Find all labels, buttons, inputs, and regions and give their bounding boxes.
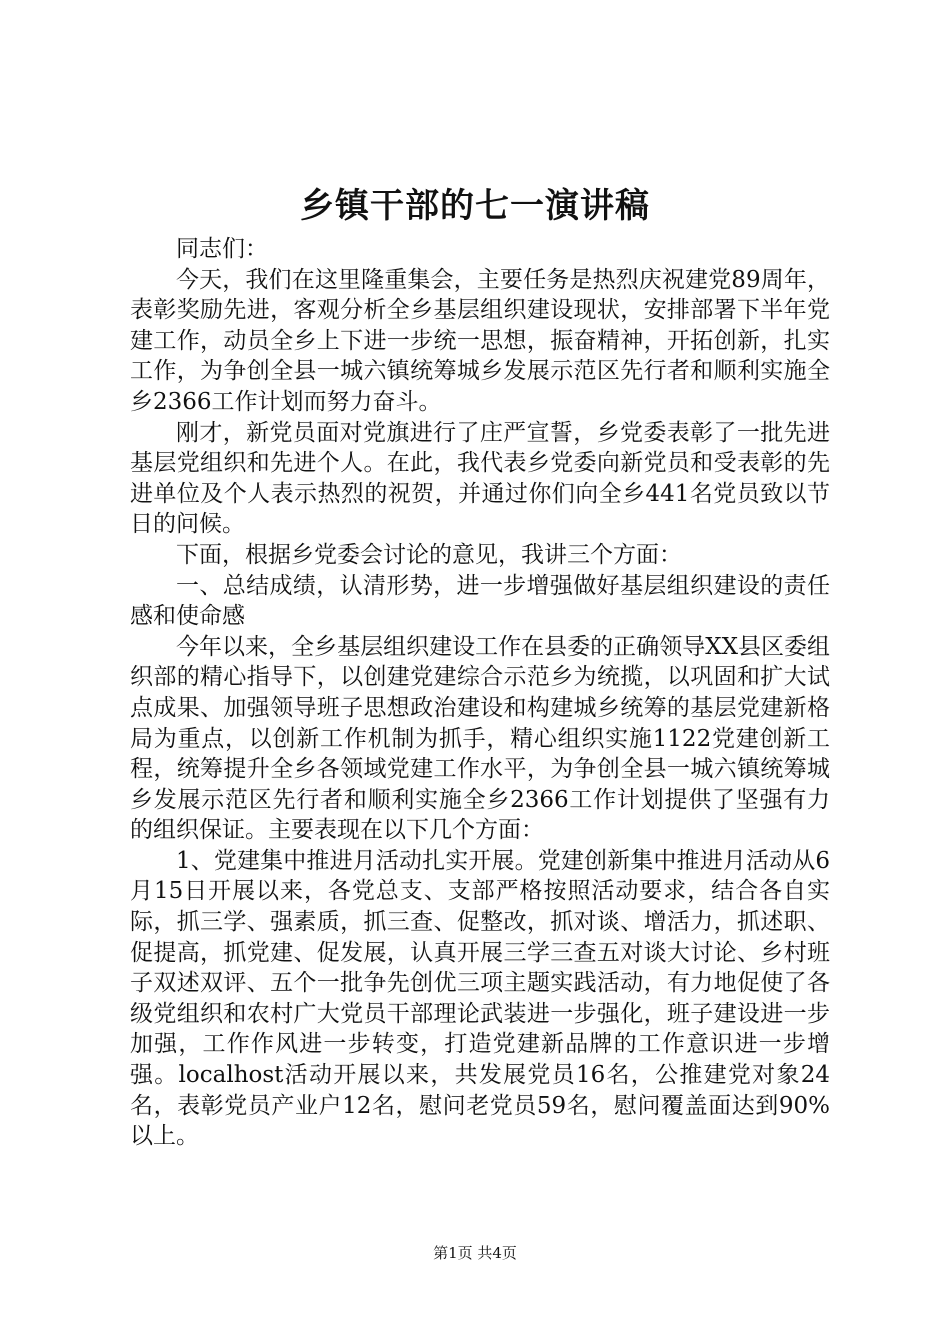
paragraph-salutation: 同志们： [176, 236, 268, 262]
document-title: 乡镇干部的七一演讲稿 [300, 186, 650, 226]
document-body [130, 234, 830, 1152]
paragraph: 1、党建集中推进月活动扎实开展。党建创新集中推进月活动从6月15日开展以来，各党总支、支部严格按照活动要求，结合各自实际，抓三学、强素质，抓三查、促整改，抓对谈、增活力，抓述职、促提高，抓党建、促发展，认真开展三学三查五对谈大讨论、乡村班子双述双评、五个一批争先创优三项主题实践活动，有力地促使了各级党组织和农村广大党员干部理论武装进一步强化，班子建设进一步加强，工作作风进一步转变，打造党建新品牌的工作意识进一步增强。localhost活动开展以来，共发展党员16名，公推建党对象24名，表彰党员产业户12名，慰问老党员59名，慰问覆盖面达到90%以上。 [130, 847, 830, 1150]
paragraph: 今天，我们在这里隆重集会，主要任务是热烈庆祝建党89周年，表彰奖励先进，客观分析全乡基层组织建设现状，安排部署下半年党建工作，动员全乡上下进一步统一思想，振奋精神，开拓创新，扎实工作，为争创全县一城六镇统筹城乡发展示范区先行者和顺利实施全乡2366工作计划而努力奋斗。 [130, 266, 830, 415]
paragraph: 刚才，新党员面对党旗进行了庄严宣誓，乡党委表彰了一批先进基层党组织和先进个人。在此，我代表乡党委向新党员和受表彰的先进单位及个人表示热烈的祝贺，并通过你们向全乡441名党员致以节日的问候。 [130, 419, 830, 538]
section-heading: 一、总结成绩，认清形势，进一步增强做好基层组织建设的责任感和使命感 [130, 572, 830, 630]
page-footer: 第1页 共4页 [433, 1244, 517, 1262]
paragraph: 今年以来，全乡基层组织建设工作在县委的正确领导XX县区委组织部的精心指导下，以创建党建综合示范乡为统揽，以巩固和扩大试点成果、加强领导班子思想政治建设和构建城乡统筹的基层党建新格局为重点，以创新工作机制为抓手，精心组织实施1122党建创新工程，统筹提升全乡各领域党建工作水平，为争创全县一城六镇统筹城乡发展示范区先行者和顺利实施全乡2366工作计划提供了坚强有力的组织保证。主要表现在以下几个方面： [130, 633, 830, 844]
paragraph: 下面，根据乡党委会讨论的意见，我讲三个方面： [176, 541, 682, 568]
